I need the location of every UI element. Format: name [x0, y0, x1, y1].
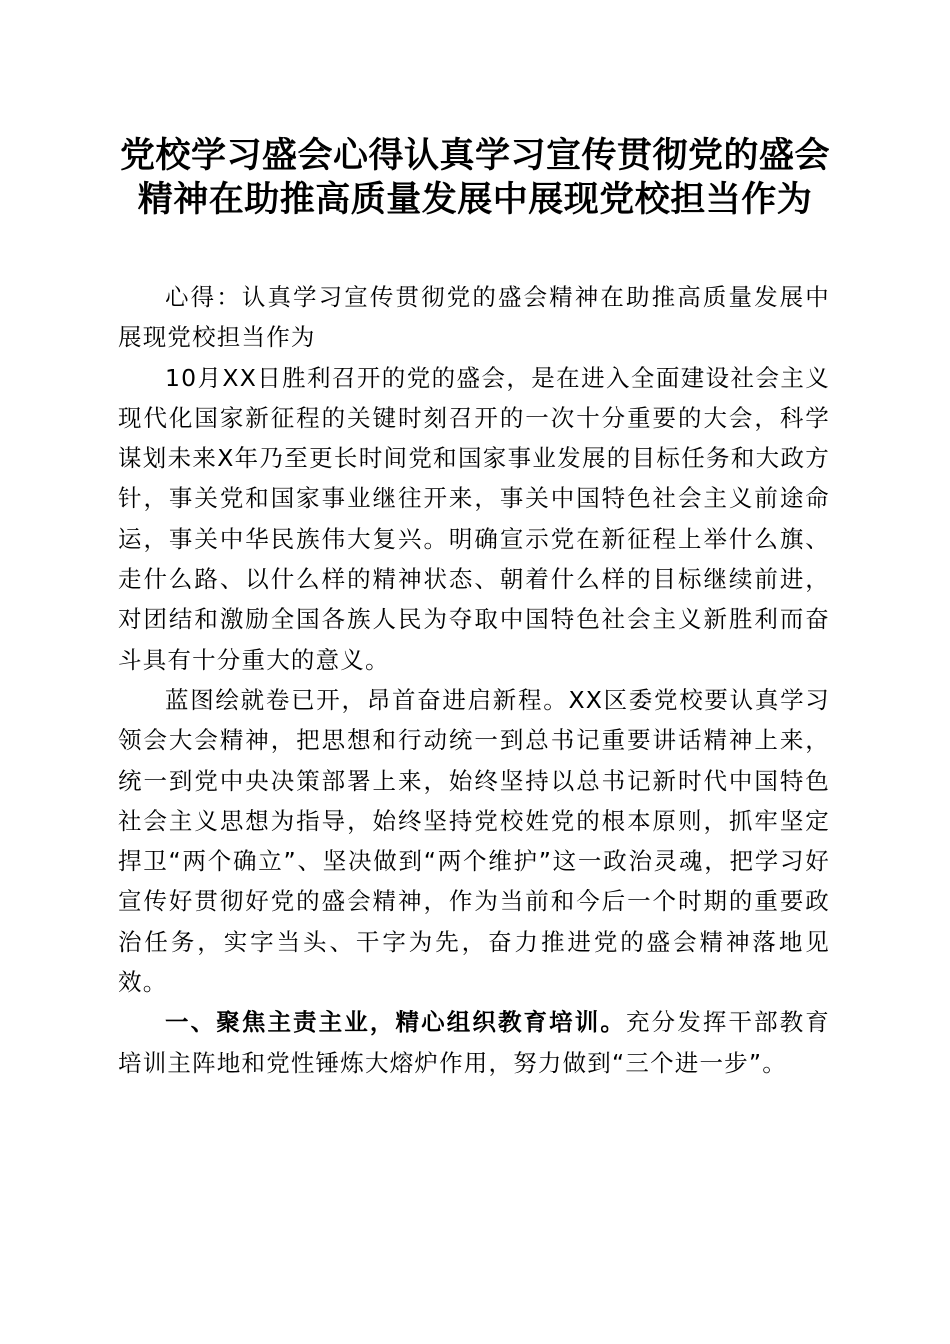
title-line-1: 党校学习盛会心得认真学习宣传贯彻党的盛会 [119, 135, 830, 176]
title-line-2: 精神在助推高质量发展中展现党校担当作为 [137, 179, 813, 220]
section-1-text: 充分发挥干部教育培训主阵地和党性锤炼大熔炉作用，努力做到“三个进一步”。 [118, 1008, 830, 1077]
paragraph-congress: 10月XX日胜利召开的党的盛会，是在进入全面建设社会主义现代化国家新征程的关键时刻召开的一次十分重要的大会，科学谋划未来X年乃至更长时间党和国家事业发展的目标任务和大政方针，事关党和国家事业继往开来，事关中国特色社会主义前途命运，事关中华民族伟大复兴。明确宣示党在新征程上举什么旗、走什么路、以什么样的精神状态、朝着什么样的目标继续前进，对团结和激励全国各族人民为夺取中国特色社会主义新胜利而奋斗具有十分重大的意义。 [118, 363, 830, 674]
document-body [118, 277, 830, 1083]
paragraph-section-1 [118, 1002, 830, 1083]
paragraph-intro: 心得：认真学习宣传贯彻党的盛会精神在助推高质量发展中展现党校担当作为 [118, 283, 830, 352]
section-1-heading: 一、聚焦主责主业，精心组织教育培训。 [165, 1008, 627, 1037]
document-title [100, 134, 850, 222]
paragraph-blueprint: 蓝图绘就卷已开，昂首奋进启新程。XX区委党校要认真学习领会大会精神，把思想和行动统一到总书记重要讲话精神上来，统一到党中央决策部署上来，始终坚持以总书记新时代中国特色社会主义思想为指导，始终坚持党校姓党的根本原则，抓牢坚定捍卫“两个确立”、坚决做到“两个维护”这一政治灵魂，把学习好宣传好贯彻好党的盛会精神，作为当前和今后一个时期的重要政治任务，实字当头、干字为先，奋力推进党的盛会精神落地见效。 [118, 685, 830, 997]
